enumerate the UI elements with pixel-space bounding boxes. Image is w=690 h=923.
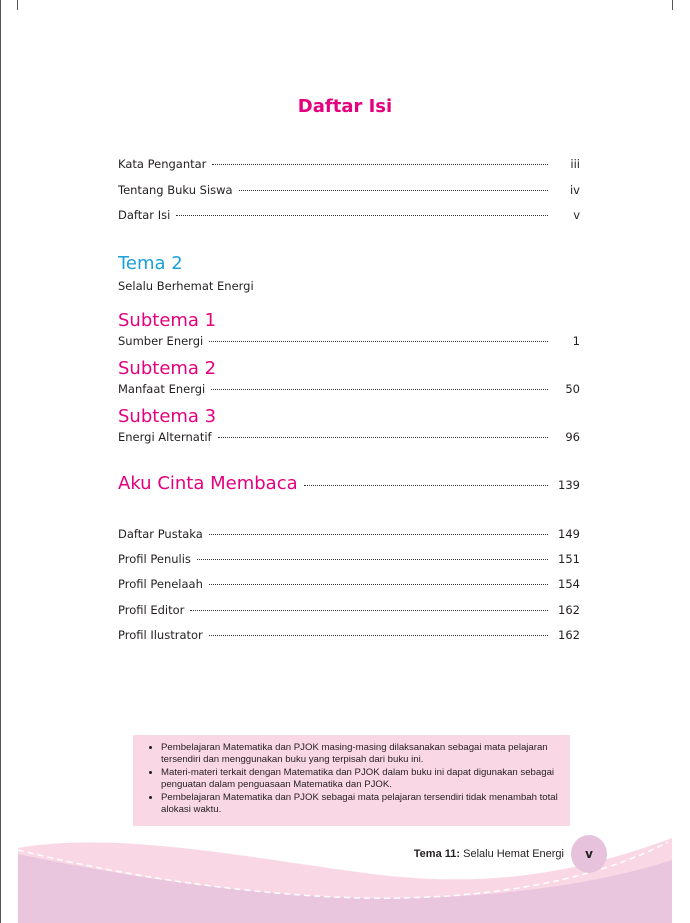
toc-entry[interactable] <box>118 473 580 494</box>
toc-entry[interactable] <box>118 628 580 642</box>
entry-label: Profil Penulis <box>118 552 191 566</box>
note-item: • Pembelajaran Matematika dan PJOK sebagai mata pelajaran tersendiri tidak menambah total alokasi waktu. <box>161 792 560 817</box>
entry-label: Daftar Pustaka <box>118 527 203 541</box>
entry-page: 149 <box>558 527 580 541</box>
footer-tema-label: Tema 11: <box>413 848 461 860</box>
subtema-heading: Subtema 3 <box>118 406 217 427</box>
entry-label: Aku Cinta Membaca <box>118 473 298 494</box>
footer-tema-title: Selalu Hemat Energi <box>463 848 564 860</box>
leader-dots <box>197 559 548 560</box>
leader-dots <box>176 215 548 216</box>
toc-entry[interactable] <box>118 603 580 617</box>
subtema-heading: Subtema 2 <box>118 358 217 379</box>
crop-mark <box>17 0 18 10</box>
entry-page: 139 <box>558 478 580 492</box>
footer-theme <box>414 848 564 860</box>
entry-label: Profil Editor <box>118 603 185 617</box>
toc-entry[interactable] <box>118 334 580 348</box>
crop-mark <box>0 0 1 923</box>
entry-page: 50 <box>565 382 580 396</box>
toc-entry[interactable] <box>118 183 580 197</box>
entry-page: iv <box>569 183 580 197</box>
leader-dots <box>218 437 548 438</box>
crop-mark <box>672 0 673 10</box>
leader-dots <box>212 164 548 165</box>
toc-entry[interactable] <box>118 552 580 566</box>
page-number: v <box>571 835 607 873</box>
leader-dots <box>211 389 548 390</box>
leader-dots <box>209 584 548 585</box>
toc-entry[interactable] <box>118 382 580 396</box>
entry-page: iii <box>570 157 580 171</box>
entry-page: 162 <box>558 603 580 617</box>
toc-entry[interactable] <box>118 157 580 171</box>
tema-heading: Tema 2 <box>118 253 183 274</box>
leader-dots <box>239 190 548 191</box>
leader-dots <box>190 610 548 611</box>
note-box <box>133 735 570 826</box>
tema-subtitle: Selalu Berhemat Energi <box>118 279 254 293</box>
entry-page: 162 <box>558 628 580 642</box>
leader-dots <box>209 635 548 636</box>
entry-page: 154 <box>558 577 580 591</box>
note-item: • Pembelajaran Matematika dan PJOK masing-masing dilaksanakan sebagai mata pelajaran tersendiri dan menggunakan buku yang terpisah dari buku ini. <box>161 742 560 767</box>
leader-dots <box>209 534 548 535</box>
entry-page: 96 <box>565 430 580 444</box>
page-title: Daftar Isi <box>297 96 393 117</box>
entry-label: Energi Alternatif <box>118 430 212 444</box>
entry-label: Sumber Energi <box>118 334 204 348</box>
toc-entry[interactable] <box>118 208 580 222</box>
entry-label: Tentang Buku Siswa <box>118 183 233 197</box>
subtema-heading: Subtema 1 <box>118 310 217 331</box>
entry-label: Kata Pengantar <box>118 157 207 171</box>
entry-page: v <box>573 208 580 222</box>
entry-page: 151 <box>558 552 580 566</box>
leader-dots <box>304 485 548 486</box>
toc-entry[interactable] <box>118 527 580 541</box>
leader-dots <box>209 341 548 342</box>
entry-label: Profil Penelaah <box>118 577 203 591</box>
entry-page: 1 <box>572 334 580 348</box>
entry-label: Manfaat Energi <box>118 382 206 396</box>
entry-label: Daftar Isi <box>118 208 171 222</box>
entry-label: Profil Ilustrator <box>118 628 203 642</box>
toc-entry[interactable] <box>118 577 580 591</box>
note-item: • Materi-materi terkait dengan Matematika dan PJOK dalam buku ini dapat digunakan sebagai penguatan dalam penguasaan Matematika dan PJOK. <box>161 767 560 792</box>
toc-entry[interactable] <box>118 430 580 444</box>
